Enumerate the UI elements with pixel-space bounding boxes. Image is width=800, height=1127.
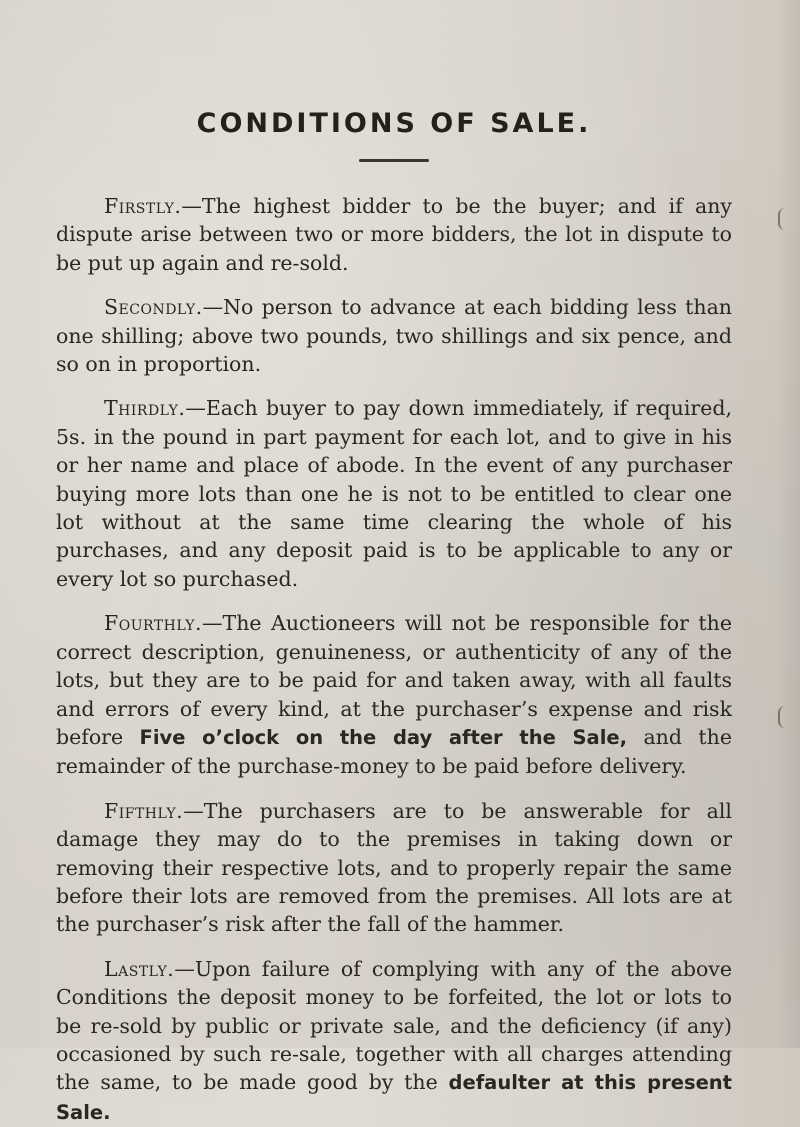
condition-last xyxy=(56,955,732,1127)
condition-lead: Firstly. xyxy=(104,194,182,218)
title-divider xyxy=(359,159,429,162)
condition-text: —The purchasers are to be answerable for all damage they may do to the premises in taking down or removing their respective lots, and to properly repair the same before their lots are removed from the premises. All lots are at the purchaser’s risk after the fall of the hammer. xyxy=(56,798,732,937)
condition-text: —Each buyer to pay down immediately, if required, 5s. in the pound in part payment for each lot, and to give in his or her name and place of abode. In the event of any purchaser buying more lots than one he is not to be entitled to clear one lot without at the same time clearing the whole of his purchases, and any deposit paid is to be applicable to any or every lot so purchased. xyxy=(56,396,732,591)
conditions-list xyxy=(56,192,732,1127)
condition-first xyxy=(56,192,732,277)
condition-text: —Upon failure of complying with any of the above Conditions the deposit money to be forfeited, the lot or lots to be re-sold by public or private sale, and the deficiency (if any) occasioned by such re-sale, together with all charges attending the same, to be made good by the xyxy=(56,956,732,1095)
condition-lead: Fifthly. xyxy=(104,798,184,823)
condition-third xyxy=(56,394,732,593)
condition-text: and the remainder of the purchase-money to be paid before delivery. xyxy=(56,724,732,779)
page-edge-shadow xyxy=(776,0,800,1048)
condition-emphasis: Five o’clock on the day after the Sale, xyxy=(139,725,628,749)
condition-lead: Secondly. xyxy=(104,295,203,320)
margin-mark xyxy=(778,706,792,728)
condition-lead: Thirdly. xyxy=(104,396,186,421)
document-page xyxy=(56,70,732,1127)
condition-fourth xyxy=(56,609,732,780)
condition-emphasis: defaulter at this present Sale. xyxy=(56,1071,733,1124)
condition-text: —The highest bidder to be the buyer; and if any dispute arise between two or more bidders, the lot in dispute to be put up again and re-sold. xyxy=(56,194,732,275)
page-title: CONDITIONS OF SALE. xyxy=(196,108,592,139)
condition-fifth xyxy=(56,797,732,939)
condition-text: —The Auctioneers will not be responsible for the correct description, genuineness, or authenticity of any of the lots, but they are to be paid for and taken away, with all faults and errors of every kind, at the purchaser’s expense and risk before xyxy=(56,611,732,749)
condition-lead: Fourthly. xyxy=(104,611,203,636)
condition-lead: Lastly. xyxy=(104,956,175,981)
condition-text: —No person to advance at each bidding less than one shilling; above two pounds, two shillings and six pence, and so on in proportion. xyxy=(56,295,732,377)
condition-second xyxy=(56,293,732,378)
margin-mark xyxy=(778,208,792,230)
